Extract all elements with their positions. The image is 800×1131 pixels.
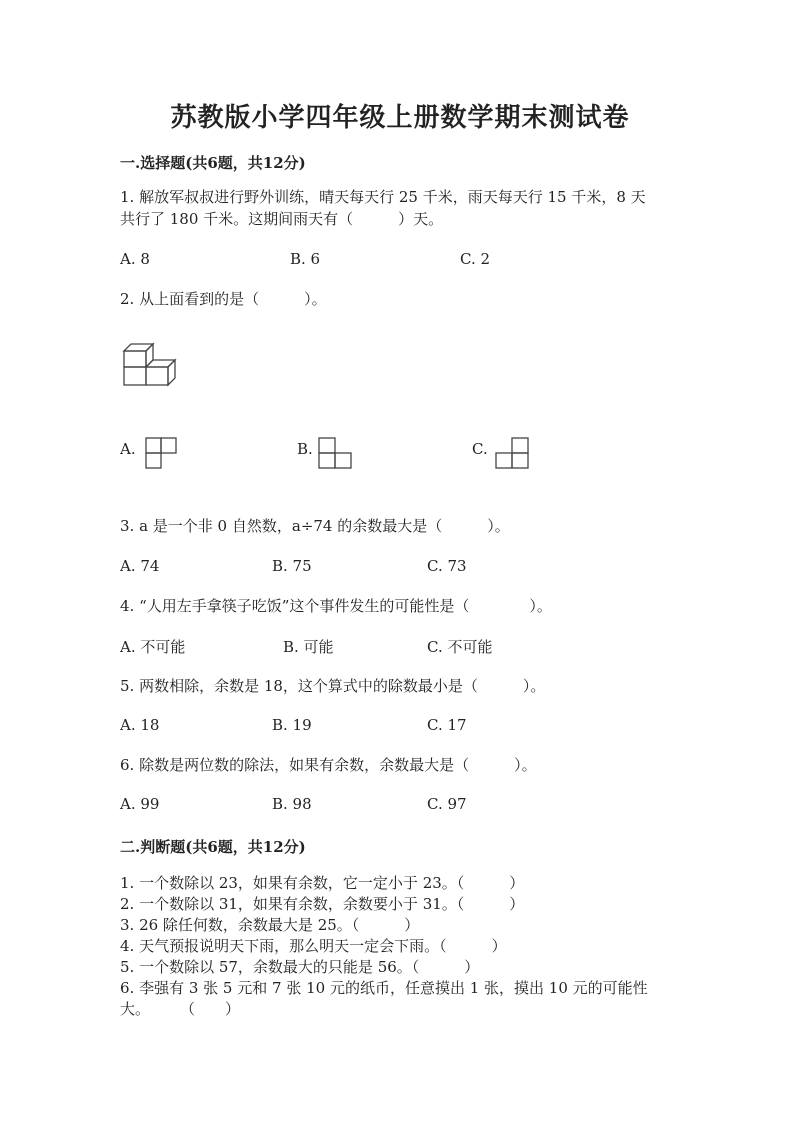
judge-item-6-line-2: 大。 （ ） (120, 1000, 241, 1018)
judge-item-3: 3. 26 除任何数，余数最大是 25。（ ） (120, 916, 420, 934)
question-4-option-c[interactable]: C. 不可能 (427, 638, 493, 656)
question-2-option-a[interactable]: A. (120, 440, 136, 458)
question-2-line-1: 2. 从上面看到的是（ ）。 (120, 290, 327, 308)
question-1-line-2: 共行了 180 千米。这期间雨天有（ ）天。 (120, 210, 444, 228)
page-title: 苏教版小学四年级上册数学期末测试卷 (170, 103, 630, 133)
question-4-line-1: 4. “人用左手拿筷子吃饭”这个事件发生的可能性是（ ）。 (120, 597, 552, 615)
question-5-option-a[interactable]: A. 18 (120, 716, 160, 734)
question-5-option-c[interactable]: C. 17 (427, 716, 467, 734)
option-a-top-view-icon (145, 437, 177, 469)
question-1-line-1: 1. 解放军叔叔进行野外训练，晴天每天行 25 千米，雨天每天行 15 千米，8 天 (120, 188, 646, 206)
question-6-option-b[interactable]: B. 98 (272, 795, 312, 813)
judge-item-1: 1. 一个数除以 23，如果有余数，它一定小于 23。（ ） (120, 874, 525, 892)
question-3-option-a[interactable]: A. 74 (120, 557, 160, 575)
judge-item-5: 5. 一个数除以 57，余数最大的只能是 56。（ ） (120, 958, 480, 976)
question-1-option-c[interactable]: C. 2 (460, 250, 491, 268)
section-heading-judge: 二.判断题(共6题，共12分) (120, 838, 306, 856)
judge-item-2: 2. 一个数除以 31，如果有余数，余数要小于 31。（ ） (120, 895, 525, 913)
question-1-option-b[interactable]: B. 6 (290, 250, 321, 268)
judge-item-6-line-1: 6. 李强有 3 张 5 元和 7 张 10 元的纸币，任意摸出 1 张，摸出 10 元的可能性 (120, 979, 648, 997)
question-6-option-c[interactable]: C. 97 (427, 795, 467, 813)
question-2-option-b[interactable]: B. (297, 440, 313, 458)
question-3-option-b[interactable]: B. 75 (272, 557, 312, 575)
option-c-top-view-icon (495, 437, 529, 469)
cube-stack-figure (120, 340, 182, 388)
question-1-option-a[interactable]: A. 8 (120, 250, 150, 268)
question-6-option-a[interactable]: A. 99 (120, 795, 160, 813)
question-4-option-a[interactable]: A. 不可能 (120, 638, 186, 656)
question-5-option-b[interactable]: B. 19 (272, 716, 312, 734)
judge-item-4: 4. 天气预报说明天下雨，那么明天一定会下雨。（ ） (120, 937, 507, 955)
question-3-option-c[interactable]: C. 73 (427, 557, 467, 575)
question-3-line-1: 3. a 是一个非 0 自然数，a÷74 的余数最大是（ ）。 (120, 517, 510, 535)
question-2-option-c[interactable]: C. (472, 440, 488, 458)
question-4-option-b[interactable]: B. 可能 (283, 638, 334, 656)
question-5-line-1: 5. 两数相除，余数是 18，这个算式中的除数最小是（ ）。 (120, 677, 546, 695)
option-b-top-view-icon (318, 437, 352, 469)
section-heading-choice: 一.选择题(共6题，共12分) (120, 154, 306, 172)
question-6-line-1: 6. 除数是两位数的除法，如果有余数，余数最大是（ ）。 (120, 756, 537, 774)
